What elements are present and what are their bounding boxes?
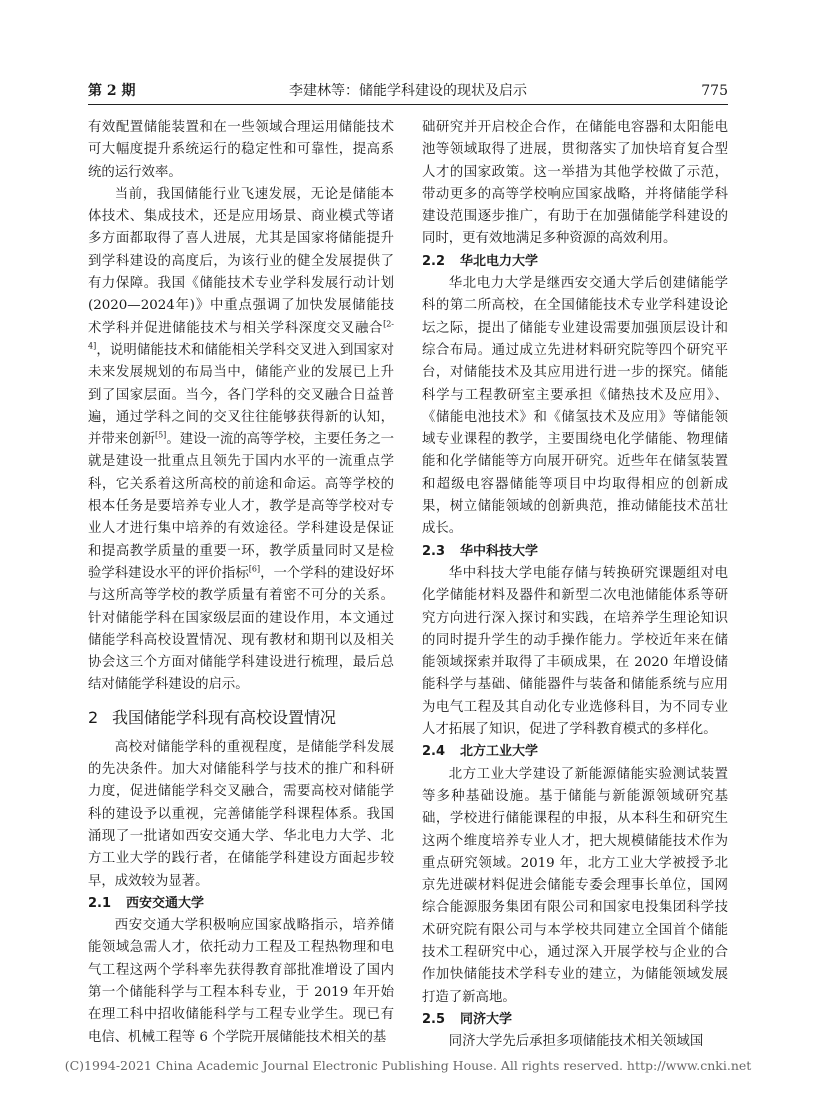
- section-number: 2: [88, 707, 99, 727]
- paragraph: 西安交通大学积极响应国家战略指示，培养储能领域急需人才，依托动力工程及工程热物理和电气工程这两个学科率先获得教育部批准增设了国内第一个储能科学与工程本科专业，于 2019 年开始在理工科中招收储能科学与工程专业学生。现已有电信、机械工程等 6 个学院开展储能技术相关的基: [88, 918, 394, 1045]
- subsection-title: 西安交通大学: [126, 895, 205, 911]
- copyright-footer: (C)1994-2021 China Academic Journal Electronic Publishing House. All rights reserved. http://www.cnki.net: [64, 1058, 752, 1073]
- subsection-title: 华中科技大学: [460, 543, 539, 559]
- paragraph: [88, 184, 394, 697]
- left-column: [88, 117, 394, 1049]
- citation: [5]: [154, 430, 167, 440]
- page-number: 775: [701, 83, 728, 99]
- subsection-heading: [422, 251, 728, 273]
- subsection-number: 2.3: [422, 543, 446, 559]
- issue-number: 第 2 期: [88, 83, 136, 99]
- citation: [2-4]: [88, 319, 394, 351]
- subsection-heading: [88, 893, 394, 915]
- subsection-heading: [422, 741, 728, 763]
- paragraph: 同济大学先后承担多项储能技术相关领域国: [448, 1034, 704, 1050]
- paragraph: 北方工业大学建设了新能源储能实验测试装置等多种基础设施。基于储能与新能源领域研究基础，学校进行储能课程的申报，从本科生和研究生这两个维度培养专业人才，把大规模储能技术作为重点研究领域。2019 年，北方工业大学被授予北京先进碳材料促进会储能专委会理事长单位，国网综合能源服务集团有限公司和国家电投集团科学技术研究院有限公司与本学校共同建立全国首个储能技术工程研究中心，通过深入开展学校与企业的合作加快储能技术学科专业的建立，为储能领域发展打造了新高地。: [422, 766, 728, 1005]
- citation: [6]: [248, 564, 261, 574]
- section-title: 我国储能学科现有高校设置情况: [112, 707, 337, 727]
- right-column: [422, 117, 728, 1053]
- subsection-number: 2.2: [422, 253, 446, 269]
- text-run: ，一个学科的建设好坏与这所高等学校的教学质量有着密不可分的关系。针对储能学科在国家级层面的建设作用，本文通过储能学科高校设置情况、现有教材和期刊以及相关协会这三个方面对储能学科建设进行梳理，最后总结对储能学科建设的启示。: [88, 565, 395, 693]
- subsection-title: 北方工业大学: [460, 744, 539, 760]
- text-run: 。建设一流的高等学校，主要任务之一就是建设一批重点且领先于国内水平的一流重点学科，它关系着这所高校的前途和命运。高等学校的根本任务是要培养专业人才，教学是高等学校对专业人才进行集中培养的有效途径。学科建设是保证和提高教学质量的重要一环，教学质量同时又是检验学科建设水平的评价指标: [88, 432, 395, 581]
- subsection-heading: [422, 541, 728, 563]
- text-run: 当前，我国储能行业飞速发展，无论是储能本体技术、集成技术，还是应用场景、商业模式等诸多方面都取得了喜人进展，尤其是国家将储能提升到学科建设的高度后，为该行业的健全发展提供了有力保障。我国《储能技术专业学科发展行动计划(2020—2024年)》中重点强调了加快发展储能技术学科并促进储能技术与相关学科深度交叉融合: [88, 186, 394, 336]
- subsection-number: 2.1: [88, 895, 112, 911]
- subsection-number: 2.5: [422, 1011, 446, 1027]
- subsection-title: 华北电力大学: [460, 253, 539, 269]
- running-title: 李建林等：储能学科建设的现状及启示: [289, 83, 527, 99]
- subsection-number: 2.4: [422, 744, 446, 760]
- subsection-heading: [422, 1009, 728, 1031]
- running-head: [88, 80, 728, 102]
- subsection-title: 同济大学: [460, 1011, 513, 1027]
- header-rule: [88, 104, 728, 105]
- text-run: ，说明储能技术和储能相关学科交叉进入到国家对未来发展规划的布局当中，储能产业的发展已上升到了国家层面。当今，各门学科的交叉融合日益普遍，通过学科之间的交叉往往能够获得新的认知，并带来创新: [88, 342, 394, 448]
- paragraph: 华北电力大学是继西安交通大学后创建储能学科的第二所高校，在全国储能技术专业学科建设论坛之际，提出了储能专业建设需要加强顶层设计和综合布局。通过成立先进材料研究院等四个研究平台，对储能技术及其应用进行进一步的探究。储能科学与工程教研室主要承担《储热技术及应用》、《储能电池技术》和《储氢技术及应用》等储能领域专业课程的教学，主要围绕电化学储能、物理储能和化学储能等方向展开研究。近些年在储氢装置和超级电容器储能等项目中均取得相应的创新成果，树立储能领域的创新典范，推动储能技术茁壮成长。: [422, 276, 728, 537]
- section-heading: [88, 707, 394, 729]
- paragraph: 华中科技大学电能存储与转换研究课题组对电化学储能材料及器件和新型二次电池储能体系等研究方向进行深入探讨和实践，在培养学生理论知识的同时提升学生的动手操作能力。学校近年来在储能领域探索并取得了丰硕成果，在 2020 年增设储能科学与基础、储能器件与装备和储能系统与应用为电气工程及其自动化专业选修科目，为不同专业人才拓展了知识，促进了学科教育模式的多样化。: [422, 565, 728, 738]
- paragraph: 有效配置储能装置和在一些领域合理运用储能技术可大幅度提升系统运行的稳定性和可靠性，提高系统的运行效率。: [88, 120, 394, 180]
- paragraph: 础研究并开启校企合作，在储能电容器和太阳能电池等领域取得了进展，贯彻落实了加快培育复合型人才的国家政策。这一举措为其他学校做了示范，带动更多的高等学校响应国家战略，并将储能学科建设范围逐步推广，有助于在加强储能学科建设的同时，更有效地满足多种资源的高效利用。: [422, 120, 728, 247]
- paragraph: 高校对储能学科的重视程度，是储能学科发展的先决条件。加大对储能科学与技术的推广和科研力度，促进储能学科交叉融合，需要高校对储能学科的建设予以重视，完善储能学科课程体系。我国涌现了一批诸如西安交通大学、华北电力大学、北方工业大学的践行者，在储能学科建设方面起步较早，成效较为显著。: [88, 739, 394, 889]
